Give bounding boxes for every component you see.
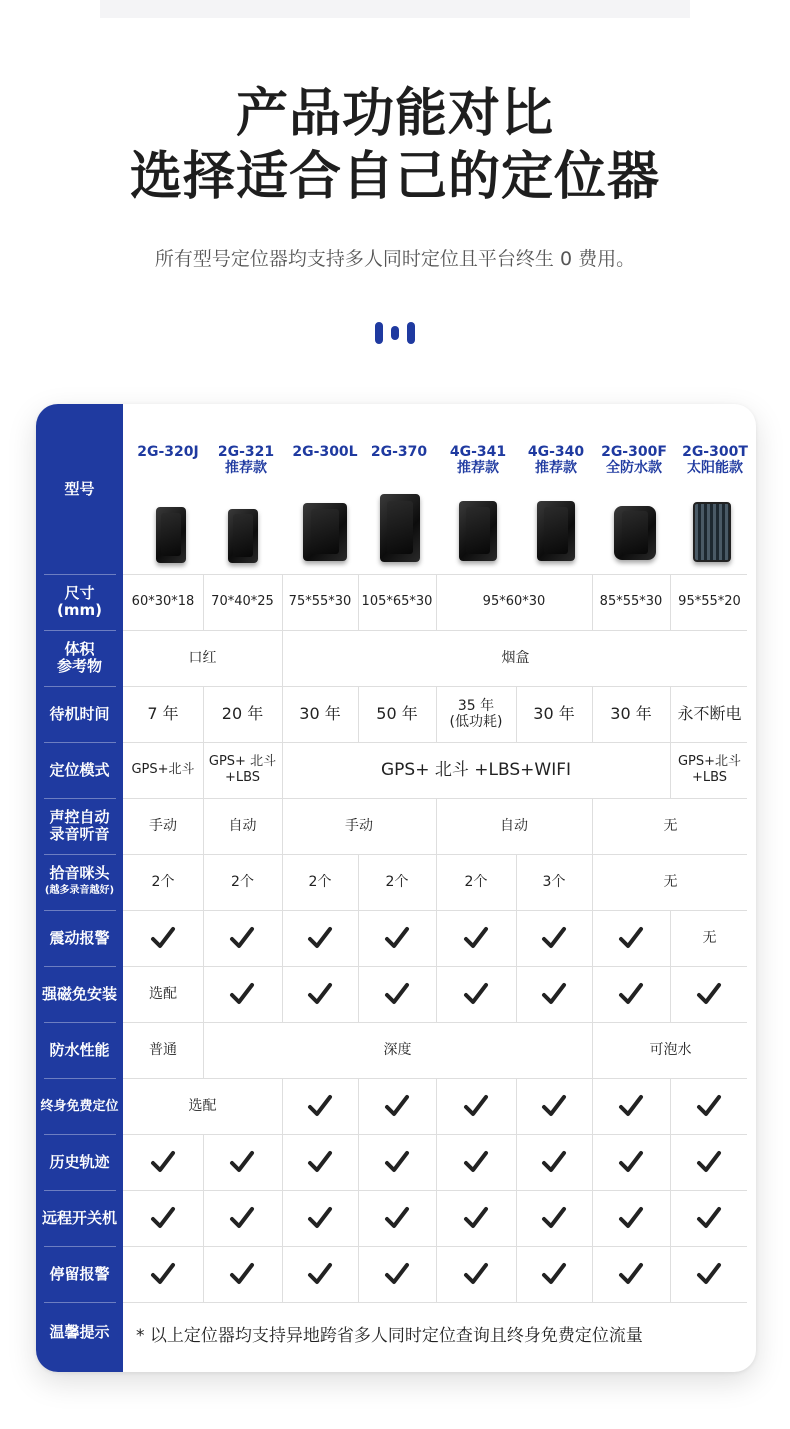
row-label-standby: 待机时间 (49, 704, 110, 723)
row-label-lifetime: 终身免费定位 (40, 1098, 119, 1114)
standby-cell: 7 年 (147, 704, 179, 723)
checkmark-icon (306, 1204, 334, 1232)
mic-cell: 3个 (542, 874, 566, 890)
checkmark-icon (462, 924, 490, 952)
locate-cell: GPS+北斗 (131, 762, 195, 777)
checkmark-icon (149, 1204, 177, 1232)
standby-cell: 30 年 (533, 704, 575, 723)
checkmark-icon (540, 1204, 568, 1232)
checkmark-icon (306, 980, 334, 1008)
voice-cell: 手动 (345, 818, 373, 834)
mic-cell: 2个 (385, 874, 409, 890)
checkmark-icon (462, 1148, 490, 1176)
checkmark-icon (617, 1092, 645, 1120)
standby-cell: 50 年 (376, 704, 418, 723)
checkmark-icon (462, 1092, 490, 1120)
checkmark-icon (306, 1260, 334, 1288)
checkmark-icon (462, 1204, 490, 1232)
voice-cell: 手动 (149, 818, 177, 834)
checkmark-icon (617, 1204, 645, 1232)
row-label-waterproof: 防水性能 (49, 1040, 110, 1059)
checkmark-icon (383, 980, 411, 1008)
voice-cell: 自动 (500, 818, 528, 834)
checkmark-icon (462, 980, 490, 1008)
size-cell: 105*65*30 (361, 594, 433, 609)
mic-cell: 2个 (151, 874, 175, 890)
row-label-locate: 定位模式 (49, 760, 110, 779)
size-cell: 75*55*30 (288, 594, 352, 609)
tips-note: * 以上定位器均支持异地跨省多人同时定位查询且终身免费定位流量 (136, 1325, 643, 1346)
standby-cell: 永不断电 (677, 704, 742, 723)
row-label-stay: 停留报警 (49, 1264, 110, 1283)
checkmark-icon (228, 980, 256, 1008)
mic-cell: 2个 (464, 874, 488, 890)
model-header: 2G-300L (292, 444, 358, 460)
checkmark-icon (383, 1148, 411, 1176)
locate-cell: GPS+ 北斗 +LBS (208, 754, 277, 785)
device-image (380, 494, 420, 562)
checkmark-icon (383, 1204, 411, 1232)
checkmark-icon (228, 1148, 256, 1176)
row-label-volume: 体积 参考物 (56, 640, 102, 675)
size-cell: 95*60*30 (482, 594, 546, 609)
checkmark-icon (617, 1260, 645, 1288)
checkmark-icon (149, 1148, 177, 1176)
size-cell: 70*40*25 (211, 594, 274, 609)
volume-cell: 口红 (188, 650, 217, 666)
waterproof-cell: 可泡水 (649, 1042, 692, 1058)
page-title-line2: 选择适合自己的定位器 (129, 147, 660, 207)
model-header: 2G-300T 太阳能款 (682, 444, 748, 476)
checkmark-icon (540, 1260, 568, 1288)
size-cell: 60*30*18 (131, 594, 195, 609)
checkmark-icon (383, 1092, 411, 1120)
page-subtitle: 所有型号定位器均支持多人同时定位且平台终生 0 费用。 (154, 248, 636, 270)
row-label-mic: 拾音咪头 (越多录音越好) (44, 864, 115, 896)
row-label-tips: 温馨提示 (49, 1322, 110, 1341)
voice-cell: 无 (663, 818, 678, 834)
dot-icon (375, 322, 383, 344)
device-image (228, 509, 258, 563)
voice-cell: 自动 (228, 818, 257, 834)
row-label-model: 型号 (64, 479, 95, 498)
locate-cell: GPS+北斗 +LBS (677, 754, 742, 785)
standby-cell: 30 年 (610, 704, 652, 723)
checkmark-icon (462, 1260, 490, 1288)
checkmark-icon (695, 1092, 723, 1120)
volume-cell: 烟盒 (501, 650, 530, 666)
checkmark-icon (383, 924, 411, 952)
checkmark-icon (617, 1148, 645, 1176)
checkmark-icon (617, 980, 645, 1008)
checkmark-icon (695, 1148, 723, 1176)
row-label-magnet: 强磁免安装 (41, 984, 117, 1003)
page-title-line1: 产品功能对比 (235, 84, 554, 144)
model-header: 2G-320J (137, 444, 199, 460)
mic-cell: 2个 (231, 874, 254, 890)
checkmark-icon (617, 924, 645, 952)
standby-cell: 20 年 (221, 704, 264, 723)
model-header: 2G-370 (370, 444, 428, 460)
vibrate-none-cell: 无 (702, 930, 717, 946)
lifetime-optional-cell: 选配 (188, 1098, 217, 1114)
row-label-remote: 远程开关机 (41, 1208, 117, 1227)
model-header: 2G-321 推荐款 (217, 444, 275, 476)
magnet-optional-cell: 选配 (149, 986, 177, 1002)
device-image (156, 507, 186, 563)
model-header: 4G-341 推荐款 (449, 444, 507, 476)
checkmark-icon (540, 1092, 568, 1120)
locate-cell: GPS+ 北斗 +LBS+WIFI (381, 760, 571, 780)
mic-cell: 无 (663, 874, 678, 890)
row-label-vibrate: 震动报警 (49, 928, 110, 947)
checkmark-icon (306, 1092, 334, 1120)
checkmark-icon (306, 924, 334, 952)
row-label-history: 历史轨迹 (49, 1152, 110, 1171)
checkmark-icon (695, 1260, 723, 1288)
top-band (100, 0, 690, 18)
device-image (537, 501, 575, 561)
device-image (303, 503, 347, 561)
row-label-sidebar (36, 404, 123, 1372)
waterproof-cell: 深度 (383, 1042, 412, 1058)
checkmark-icon (306, 1148, 334, 1176)
checkmark-icon (540, 924, 568, 952)
comparison-table-card (36, 404, 756, 1372)
checkmark-icon (695, 980, 723, 1008)
device-image (614, 506, 656, 560)
checkmark-icon (228, 924, 256, 952)
standby-cell: 30 年 (299, 704, 341, 723)
checkmark-icon (149, 1260, 177, 1288)
decorative-dots (375, 322, 415, 344)
checkmark-icon (228, 1260, 256, 1288)
size-cell: 85*55*30 (599, 594, 663, 609)
model-header: 4G-340 推荐款 (527, 444, 585, 476)
checkmark-icon (228, 1204, 256, 1232)
mic-cell: 2个 (308, 874, 332, 890)
size-cell: 95*55*20 (678, 594, 741, 609)
checkmark-icon (383, 1260, 411, 1288)
waterproof-cell: 普通 (149, 1042, 177, 1058)
solar-device-image (693, 502, 731, 562)
row-label-size: 尺寸 (mm) (57, 584, 102, 619)
checkmark-icon (695, 1204, 723, 1232)
checkmark-icon (540, 980, 568, 1008)
device-image (459, 501, 497, 561)
dot-icon (407, 322, 415, 344)
model-header: 2G-300F 全防水款 (601, 444, 667, 476)
checkmark-icon (149, 924, 177, 952)
checkmark-icon (540, 1148, 568, 1176)
dot-icon (391, 326, 399, 340)
standby-cell: 35 年 (低功耗) (449, 698, 503, 730)
row-label-voice: 声控自动 录音听音 (49, 808, 110, 843)
